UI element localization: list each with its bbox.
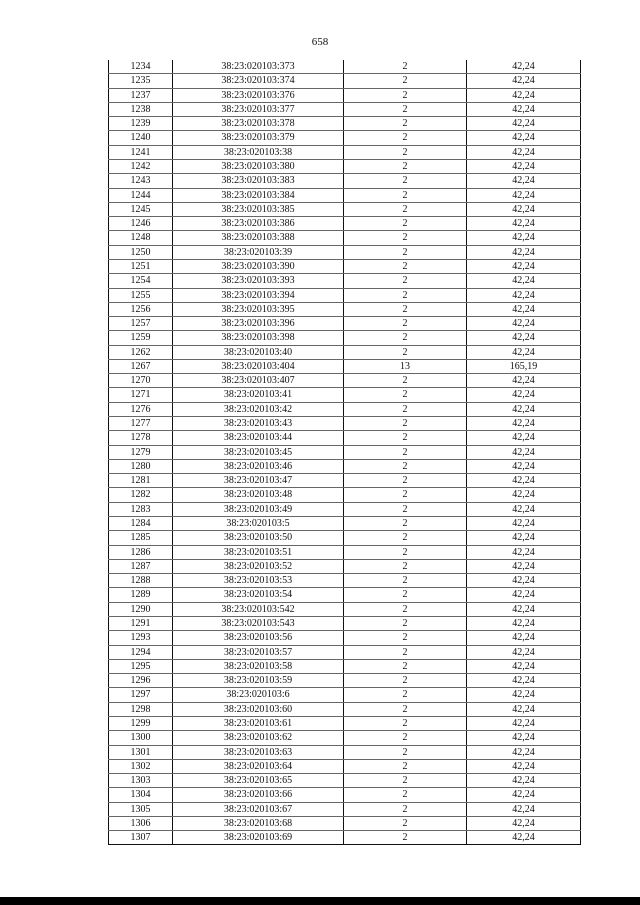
area-cell: 42,24 [467,702,581,716]
area-cell: 42,24 [467,588,581,602]
area-cell: 42,24 [467,217,581,231]
table-row [109,359,581,373]
area-cell: 42,24 [467,559,581,573]
count-cell: 2 [344,145,467,159]
count-cell: 2 [344,431,467,445]
table-row [109,317,581,331]
parcel-table [108,60,581,845]
count-cell: 2 [344,60,467,74]
row-number-cell: 1234 [109,60,173,74]
table-row [109,745,581,759]
row-number-cell: 1301 [109,745,173,759]
row-number-cell: 1279 [109,445,173,459]
cadastral-number-cell: 38:23:020103:394 [173,288,344,302]
table-row [109,559,581,573]
row-number-cell: 1303 [109,774,173,788]
table-row [109,545,581,559]
count-cell: 2 [344,588,467,602]
row-number-cell: 1242 [109,159,173,173]
count-cell: 2 [344,631,467,645]
cadastral-number-cell: 38:23:020103:388 [173,231,344,245]
table-row [109,802,581,816]
area-cell: 42,24 [467,74,581,88]
table-row [109,74,581,88]
row-number-cell: 1282 [109,488,173,502]
area-cell: 42,24 [467,545,581,559]
row-number-cell: 1287 [109,559,173,573]
cadastral-number-cell: 38:23:020103:42 [173,402,344,416]
table-row [109,231,581,245]
count-cell: 2 [344,117,467,131]
page-number: 658 [311,36,329,48]
area-cell: 42,24 [467,788,581,802]
cadastral-number-cell: 38:23:020103:54 [173,588,344,602]
row-number-cell: 1246 [109,217,173,231]
row-number-cell: 1239 [109,117,173,131]
table-row [109,531,581,545]
table-row [109,474,581,488]
cadastral-number-cell: 38:23:020103:68 [173,816,344,830]
row-number-cell: 1293 [109,631,173,645]
cadastral-number-cell: 38:23:020103:543 [173,616,344,630]
row-number-cell: 1284 [109,517,173,531]
row-number-cell: 1277 [109,417,173,431]
table-row [109,259,581,273]
table-row [109,131,581,145]
row-number-cell: 1289 [109,588,173,602]
count-cell: 2 [344,502,467,516]
area-cell: 42,24 [467,302,581,316]
area-cell: 42,24 [467,159,581,173]
count-cell: 2 [344,445,467,459]
cadastral-number-cell: 38:23:020103:41 [173,388,344,402]
row-number-cell: 1254 [109,274,173,288]
count-cell: 2 [344,317,467,331]
count-cell: 2 [344,174,467,188]
table-row [109,245,581,259]
count-cell: 2 [344,302,467,316]
area-cell: 165,19 [467,359,581,373]
count-cell: 2 [344,531,467,545]
area-cell: 42,24 [467,488,581,502]
table-row [109,345,581,359]
cadastral-number-cell: 38:23:020103:396 [173,317,344,331]
row-number-cell: 1295 [109,659,173,673]
count-cell: 2 [344,702,467,716]
count-cell: 2 [344,131,467,145]
row-number-cell: 1299 [109,716,173,730]
row-number-cell: 1270 [109,374,173,388]
row-number-cell: 1243 [109,174,173,188]
row-number-cell: 1288 [109,574,173,588]
row-number-cell: 1248 [109,231,173,245]
area-cell: 42,24 [467,331,581,345]
row-number-cell: 1241 [109,145,173,159]
area-cell: 42,24 [467,345,581,359]
count-cell: 2 [344,345,467,359]
count-cell: 2 [344,102,467,116]
table-row [109,202,581,216]
area-cell: 42,24 [467,716,581,730]
cadastral-number-cell: 38:23:020103:65 [173,774,344,788]
area-cell: 42,24 [467,288,581,302]
area-cell: 42,24 [467,374,581,388]
cadastral-number-cell: 38:23:020103:63 [173,745,344,759]
table-row [109,716,581,730]
area-cell: 42,24 [467,517,581,531]
count-cell: 2 [344,788,467,802]
cadastral-number-cell: 38:23:020103:50 [173,531,344,545]
area-cell: 42,24 [467,88,581,102]
cadastral-number-cell: 38:23:020103:62 [173,731,344,745]
row-number-cell: 1245 [109,202,173,216]
area-cell: 42,24 [467,459,581,473]
area-cell: 42,24 [467,245,581,259]
area-cell: 42,24 [467,231,581,245]
row-number-cell: 1250 [109,245,173,259]
count-cell: 2 [344,388,467,402]
row-number-cell: 1244 [109,188,173,202]
area-cell: 42,24 [467,731,581,745]
row-number-cell: 1278 [109,431,173,445]
cadastral-number-cell: 38:23:020103:39 [173,245,344,259]
count-cell: 2 [344,374,467,388]
table-row [109,574,581,588]
area-cell: 42,24 [467,602,581,616]
count-cell: 2 [344,659,467,673]
table-row [109,417,581,431]
table-row [109,702,581,716]
cadastral-number-cell: 38:23:020103:542 [173,602,344,616]
count-cell: 2 [344,816,467,830]
area-cell: 42,24 [467,402,581,416]
cadastral-number-cell: 38:23:020103:61 [173,716,344,730]
area-cell: 42,24 [467,188,581,202]
count-cell: 2 [344,802,467,816]
cadastral-number-cell: 38:23:020103:6 [173,688,344,702]
count-cell: 2 [344,559,467,573]
count-cell: 2 [344,759,467,773]
count-cell: 2 [344,488,467,502]
row-number-cell: 1237 [109,88,173,102]
count-cell: 2 [344,231,467,245]
area-cell: 42,24 [467,145,581,159]
row-number-cell: 1297 [109,688,173,702]
count-cell: 2 [344,245,467,259]
count-cell: 2 [344,217,467,231]
scan-edge-border [0,897,640,905]
cadastral-number-cell: 38:23:020103:52 [173,559,344,573]
area-cell: 42,24 [467,417,581,431]
cadastral-number-cell: 38:23:020103:5 [173,517,344,531]
row-number-cell: 1296 [109,674,173,688]
table-row [109,159,581,173]
area-cell: 42,24 [467,259,581,273]
cadastral-number-cell: 38:23:020103:47 [173,474,344,488]
table-row [109,659,581,673]
table-row [109,388,581,402]
cadastral-number-cell: 38:23:020103:386 [173,217,344,231]
table-row [109,759,581,773]
row-number-cell: 1300 [109,731,173,745]
row-number-cell: 1256 [109,302,173,316]
area-cell: 42,24 [467,745,581,759]
row-number-cell: 1304 [109,788,173,802]
cadastral-number-cell: 38:23:020103:48 [173,488,344,502]
area-cell: 42,24 [467,317,581,331]
count-cell: 2 [344,616,467,630]
cadastral-number-cell: 38:23:020103:53 [173,574,344,588]
cadastral-number-cell: 38:23:020103:385 [173,202,344,216]
cadastral-number-cell: 38:23:020103:393 [173,274,344,288]
cadastral-number-cell: 38:23:020103:64 [173,759,344,773]
count-cell: 2 [344,417,467,431]
area-cell: 42,24 [467,60,581,74]
row-number-cell: 1283 [109,502,173,516]
cadastral-number-cell: 38:23:020103:38 [173,145,344,159]
table-row [109,288,581,302]
cadastral-number-cell: 38:23:020103:57 [173,645,344,659]
cadastral-number-cell: 38:23:020103:46 [173,459,344,473]
row-number-cell: 1238 [109,102,173,116]
count-cell: 2 [344,574,467,588]
cadastral-number-cell: 38:23:020103:58 [173,659,344,673]
cadastral-number-cell: 38:23:020103:384 [173,188,344,202]
table-row [109,645,581,659]
row-number-cell: 1285 [109,531,173,545]
cadastral-number-cell: 38:23:020103:49 [173,502,344,516]
area-cell: 42,24 [467,688,581,702]
area-cell: 42,24 [467,802,581,816]
cadastral-number-cell: 38:23:020103:56 [173,631,344,645]
table-row [109,688,581,702]
area-cell: 42,24 [467,474,581,488]
area-cell: 42,24 [467,117,581,131]
area-cell: 42,24 [467,574,581,588]
cadastral-number-cell: 38:23:020103:376 [173,88,344,102]
area-cell: 42,24 [467,645,581,659]
table-row [109,217,581,231]
row-number-cell: 1281 [109,474,173,488]
table-row [109,60,581,74]
count-cell: 2 [344,188,467,202]
row-number-cell: 1291 [109,616,173,630]
table-row [109,274,581,288]
count-cell: 2 [344,602,467,616]
area-cell: 42,24 [467,202,581,216]
cadastral-number-cell: 38:23:020103:407 [173,374,344,388]
table-row [109,488,581,502]
count-cell: 2 [344,731,467,745]
cadastral-number-cell: 38:23:020103:69 [173,831,344,845]
cadastral-number-cell: 38:23:020103:398 [173,331,344,345]
count-cell: 2 [344,716,467,730]
row-number-cell: 1302 [109,759,173,773]
area-cell: 42,24 [467,445,581,459]
count-cell: 2 [344,274,467,288]
table-row [109,188,581,202]
count-cell: 2 [344,645,467,659]
area-cell: 42,24 [467,616,581,630]
cadastral-number-cell: 38:23:020103:51 [173,545,344,559]
table-row [109,445,581,459]
count-cell: 13 [344,359,467,373]
row-number-cell: 1276 [109,402,173,416]
row-number-cell: 1298 [109,702,173,716]
table-row [109,117,581,131]
table-row [109,502,581,516]
table-row [109,145,581,159]
area-cell: 42,24 [467,531,581,545]
row-number-cell: 1262 [109,345,173,359]
row-number-cell: 1267 [109,359,173,373]
cadastral-number-cell: 38:23:020103:380 [173,159,344,173]
cadastral-number-cell: 38:23:020103:383 [173,174,344,188]
count-cell: 2 [344,74,467,88]
area-cell: 42,24 [467,174,581,188]
row-number-cell: 1305 [109,802,173,816]
area-cell: 42,24 [467,274,581,288]
table-row [109,588,581,602]
cadastral-number-cell: 38:23:020103:40 [173,345,344,359]
cadastral-number-cell: 38:23:020103:43 [173,417,344,431]
cadastral-number-cell: 38:23:020103:404 [173,359,344,373]
row-number-cell: 1286 [109,545,173,559]
table-row [109,616,581,630]
cadastral-number-cell: 38:23:020103:59 [173,674,344,688]
area-cell: 42,24 [467,674,581,688]
cadastral-number-cell: 38:23:020103:373 [173,60,344,74]
area-cell: 42,24 [467,831,581,845]
table-row [109,816,581,830]
cadastral-number-cell: 38:23:020103:378 [173,117,344,131]
cadastral-number-cell: 38:23:020103:60 [173,702,344,716]
table-row [109,517,581,531]
row-number-cell: 1259 [109,331,173,345]
row-number-cell: 1255 [109,288,173,302]
table-row [109,88,581,102]
cadastral-number-cell: 38:23:020103:45 [173,445,344,459]
cadastral-number-cell: 38:23:020103:66 [173,788,344,802]
row-number-cell: 1257 [109,317,173,331]
table-row [109,831,581,845]
area-cell: 42,24 [467,388,581,402]
table-row [109,631,581,645]
cadastral-number-cell: 38:23:020103:395 [173,302,344,316]
count-cell: 2 [344,402,467,416]
cadastral-number-cell: 38:23:020103:377 [173,102,344,116]
row-number-cell: 1251 [109,259,173,273]
count-cell: 2 [344,674,467,688]
area-cell: 42,24 [467,131,581,145]
count-cell: 2 [344,288,467,302]
count-cell: 2 [344,259,467,273]
count-cell: 2 [344,459,467,473]
area-cell: 42,24 [467,431,581,445]
table-row [109,374,581,388]
area-cell: 42,24 [467,102,581,116]
row-number-cell: 1306 [109,816,173,830]
count-cell: 2 [344,474,467,488]
count-cell: 2 [344,745,467,759]
count-cell: 2 [344,88,467,102]
table-row [109,174,581,188]
row-number-cell: 1290 [109,602,173,616]
table-row [109,774,581,788]
table-row [109,331,581,345]
count-cell: 2 [344,159,467,173]
count-cell: 2 [344,202,467,216]
cadastral-number-cell: 38:23:020103:390 [173,259,344,273]
cadastral-number-cell: 38:23:020103:374 [173,74,344,88]
table-row [109,302,581,316]
row-number-cell: 1271 [109,388,173,402]
table-row [109,459,581,473]
count-cell: 2 [344,831,467,845]
row-number-cell: 1280 [109,459,173,473]
row-number-cell: 1235 [109,74,173,88]
area-cell: 42,24 [467,502,581,516]
parcel-table-body [109,60,581,845]
cadastral-number-cell: 38:23:020103:379 [173,131,344,145]
area-cell: 42,24 [467,816,581,830]
cadastral-number-cell: 38:23:020103:44 [173,431,344,445]
count-cell: 2 [344,688,467,702]
table-row [109,602,581,616]
area-cell: 42,24 [467,759,581,773]
cadastral-number-cell: 38:23:020103:67 [173,802,344,816]
table-row [109,674,581,688]
area-cell: 42,24 [467,774,581,788]
table-row [109,102,581,116]
table-row [109,788,581,802]
table-row [109,431,581,445]
table-row [109,402,581,416]
row-number-cell: 1294 [109,645,173,659]
count-cell: 2 [344,774,467,788]
table-row [109,731,581,745]
area-cell: 42,24 [467,659,581,673]
area-cell: 42,24 [467,631,581,645]
row-number-cell: 1307 [109,831,173,845]
row-number-cell: 1240 [109,131,173,145]
count-cell: 2 [344,331,467,345]
count-cell: 2 [344,517,467,531]
count-cell: 2 [344,545,467,559]
